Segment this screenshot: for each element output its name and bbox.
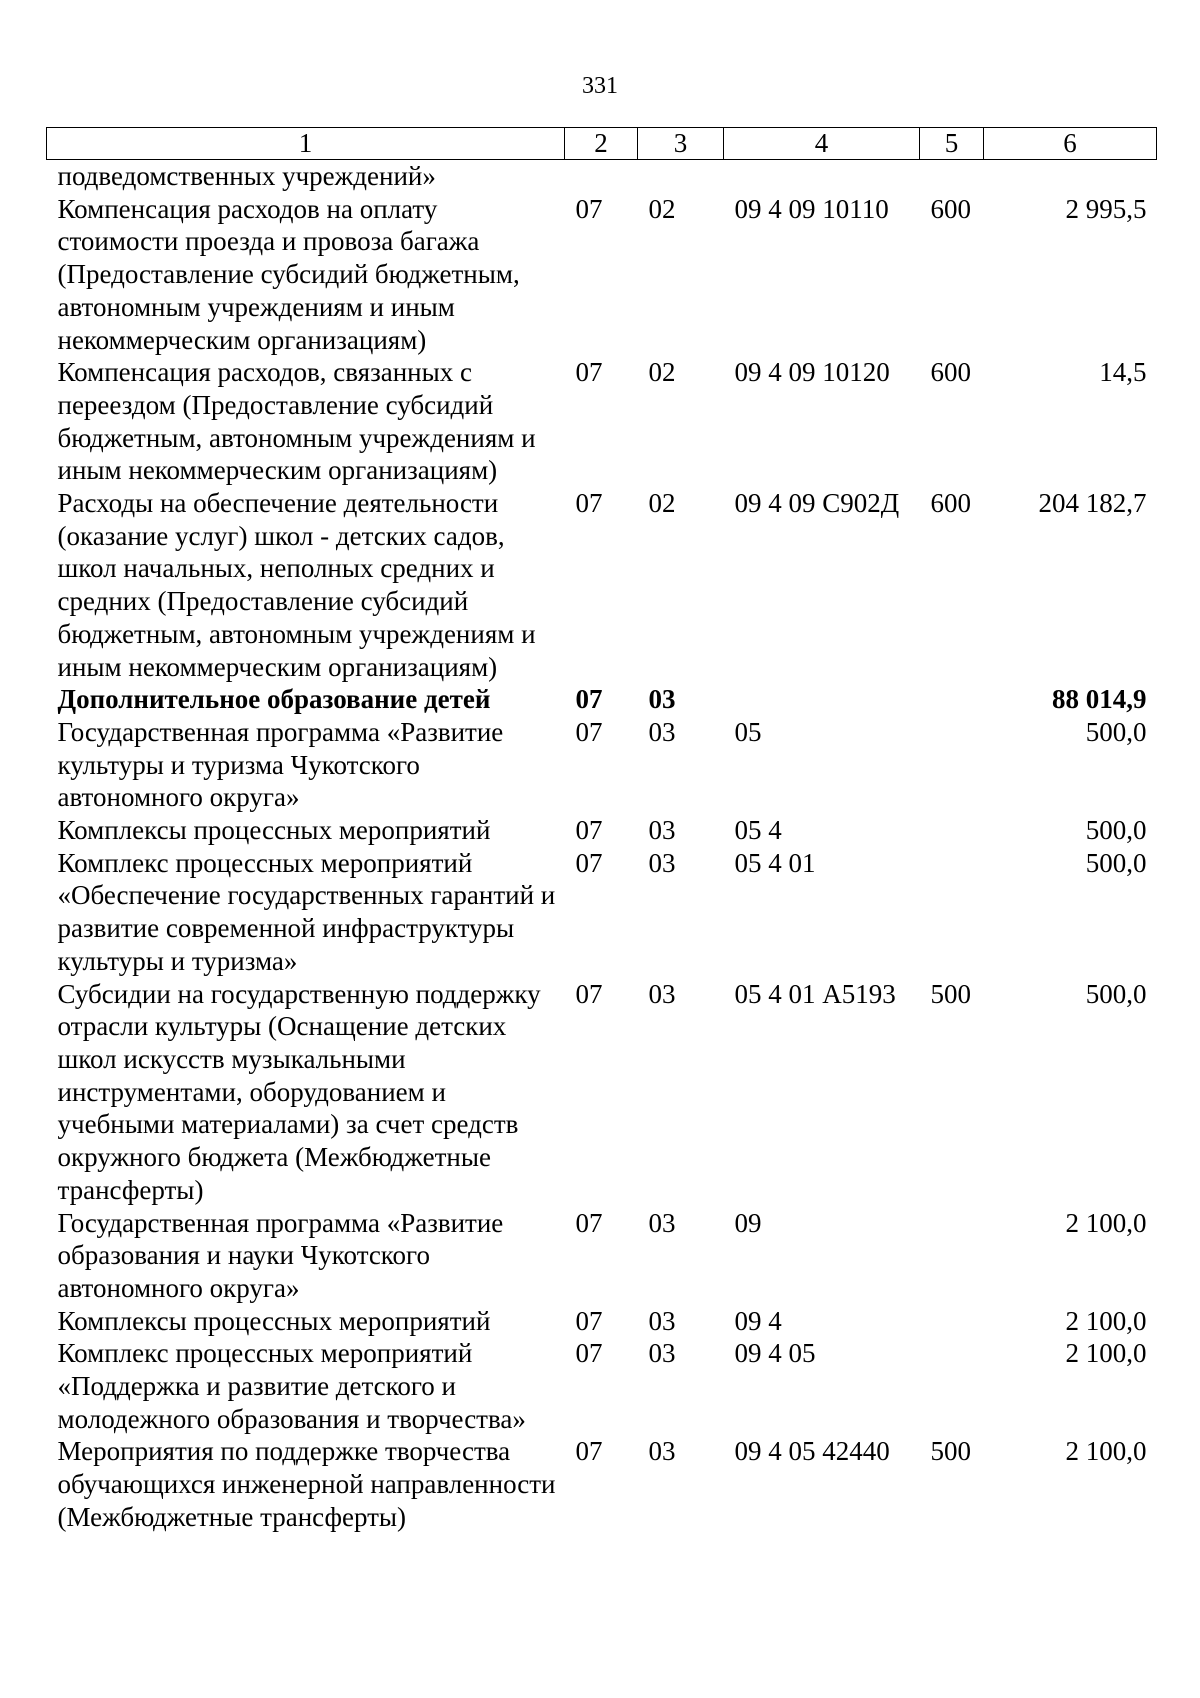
row-subsection-cell: 02 [648, 488, 676, 519]
row-subsection-cell: 03 [648, 1305, 676, 1336]
row-section-cell: 07 [575, 815, 603, 846]
row-name-cell: Мероприятия по поддержке творчества обучающихся инженерной направленности (Межбюджетные трансферты) [57, 1436, 556, 1532]
row-target-article-cell: 05 4 01 А5193 [734, 978, 896, 1009]
row-amount-cell: 204 182,7 [1038, 488, 1147, 519]
table-row [47, 814, 1157, 847]
row-name-cell: Комплексы процессных мероприятий [57, 1305, 491, 1336]
row-amount-cell: 500,0 [1085, 716, 1147, 747]
row-section-cell: 07 [575, 488, 603, 519]
row-subsection-cell: 03 [648, 1338, 676, 1369]
row-expense-type-cell: 600 [930, 488, 971, 519]
header-cell-1: 1 [47, 128, 565, 160]
row-target-article-cell [724, 683, 920, 716]
row-expense-type-cell [920, 683, 984, 716]
header-cell-4: 4 [724, 128, 920, 160]
row-target-article-cell: 05 4 [734, 815, 782, 846]
row-subsection-cell [638, 160, 724, 193]
row-subsection-cell: 03 [648, 1436, 676, 1467]
row-subsection-cell: 02 [648, 193, 676, 224]
row-expense-type-cell [920, 1337, 984, 1435]
row-name-cell: Расходы на обеспечение деятельности (оказание услуг) школ - детских садов, школ начальных, неполных средних и средних (Предоставление субсидий бюджетным, автономным учреждениям и иным некоммерческим организациям) [57, 488, 536, 682]
row-name-cell: Субсидии на государственную поддержку отрасли культуры (Оснащение детских школ искусств музыкальными инструментами, оборудованием и учебными материалами) за счет средств окружного бюджета (Межбюджетные трансферты) [57, 978, 541, 1205]
row-amount-cell: 2 100,0 [1065, 1338, 1147, 1369]
table-row [47, 683, 1157, 716]
row-subsection-cell: 03 [648, 684, 676, 715]
table-row [47, 487, 1157, 683]
row-expense-type-cell [920, 716, 984, 814]
row-target-article-cell [724, 160, 920, 193]
page-number: 331 [582, 73, 618, 99]
row-amount-cell: 500,0 [1085, 815, 1147, 846]
row-name-cell: Комплекс процессных мероприятий «Поддержка и развитие детского и молодежного образования и творчества» [57, 1338, 526, 1434]
table-body [47, 160, 1157, 1534]
row-target-article-cell: 09 4 [734, 1305, 782, 1336]
row-name-cell: Государственная программа «Развитие культуры и туризма Чукотского автономного округа» [57, 716, 504, 813]
budget-table [46, 127, 1157, 1534]
row-expense-type-cell [920, 1305, 984, 1338]
row-target-article-cell: 09 4 05 42440 [734, 1436, 890, 1467]
row-section-cell: 07 [575, 716, 603, 747]
header-cell-3: 3 [638, 128, 724, 160]
row-amount-cell: 14,5 [1099, 357, 1147, 388]
row-section-cell: 07 [575, 193, 603, 224]
row-section-cell: 07 [575, 847, 603, 878]
row-amount-cell: 88 014,9 [1052, 684, 1147, 715]
row-section-cell: 07 [575, 1338, 603, 1369]
row-subsection-cell: 03 [648, 1207, 676, 1238]
row-target-article-cell: 09 4 09 10120 [734, 357, 890, 388]
row-target-article-cell: 09 [734, 1207, 762, 1238]
row-name-cell: Компенсация расходов на оплату стоимости проезда и провоза багажа (Предоставление субсидий бюджетным, автономным учреждениям и иным некоммерческим организациям) [57, 193, 520, 355]
row-section-cell: 07 [575, 1436, 603, 1467]
table-row [47, 1337, 1157, 1435]
table-row [47, 193, 1157, 357]
row-subsection-cell: 02 [648, 357, 676, 388]
row-section-cell: 07 [575, 357, 603, 388]
row-section-cell: 07 [575, 1305, 603, 1336]
row-name-cell: Государственная программа «Развитие образования и науки Чукотского автономного округа» [57, 1207, 504, 1303]
row-target-article-cell: 09 4 09 10110 [734, 193, 889, 224]
row-expense-type-cell [920, 1207, 984, 1305]
row-amount-cell: 2 100,0 [1065, 1305, 1147, 1336]
row-target-article-cell: 09 4 05 [734, 1338, 816, 1369]
row-name-cell: Комплекс процессных мероприятий «Обеспечение государственных гарантий и развитие современной инфраструктуры культуры и туризма» [57, 847, 556, 976]
row-target-article-cell: 05 4 01 [734, 847, 816, 878]
table-row [47, 716, 1157, 814]
header-row [47, 128, 1157, 160]
row-expense-type-cell: 500 [930, 1436, 971, 1467]
table-row [47, 1435, 1157, 1533]
row-name-cell: Компенсация расходов, связанных с переездом (Предоставление субсидий бюджетным, автономным учреждениям и иным некоммерческим организациям) [57, 357, 536, 486]
table-row [47, 356, 1157, 487]
row-amount-cell: 2 100,0 [1065, 1207, 1147, 1238]
row-amount-cell [984, 160, 1157, 193]
table-row [47, 1305, 1157, 1338]
row-section-cell: 07 [575, 1207, 603, 1238]
row-expense-type-cell [920, 847, 984, 978]
row-amount-cell: 2 100,0 [1065, 1436, 1147, 1467]
row-subsection-cell: 03 [648, 847, 676, 878]
table-row [47, 847, 1157, 978]
row-amount-cell: 500,0 [1085, 978, 1147, 1009]
header-cell-5: 5 [920, 128, 984, 160]
row-expense-type-cell: 600 [930, 193, 971, 224]
row-amount-cell: 2 995,5 [1065, 193, 1147, 224]
row-section-cell: 07 [575, 978, 603, 1009]
row-name-cell: подведомственных учреждений» [57, 161, 436, 191]
row-expense-type-cell: 500 [930, 978, 971, 1009]
table-row [47, 160, 1157, 193]
row-subsection-cell: 03 [648, 978, 676, 1009]
row-name-cell: Дополнительное образование детей [57, 684, 491, 715]
table-row [47, 978, 1157, 1207]
header-cell-2: 2 [565, 128, 638, 160]
table-row [47, 1207, 1157, 1305]
row-expense-type-cell [920, 160, 984, 193]
row-target-article-cell: 09 4 09 С902Д [734, 488, 900, 519]
row-amount-cell: 500,0 [1085, 847, 1147, 878]
row-target-article-cell: 05 [734, 716, 762, 747]
header-cell-6: 6 [984, 128, 1157, 160]
row-section-cell [565, 160, 638, 193]
row-section-cell: 07 [575, 684, 603, 715]
row-name-cell: Комплексы процессных мероприятий [57, 815, 491, 846]
row-expense-type-cell: 600 [930, 357, 971, 388]
row-subsection-cell: 03 [648, 716, 676, 747]
row-subsection-cell: 03 [648, 815, 676, 846]
row-expense-type-cell [920, 814, 984, 847]
